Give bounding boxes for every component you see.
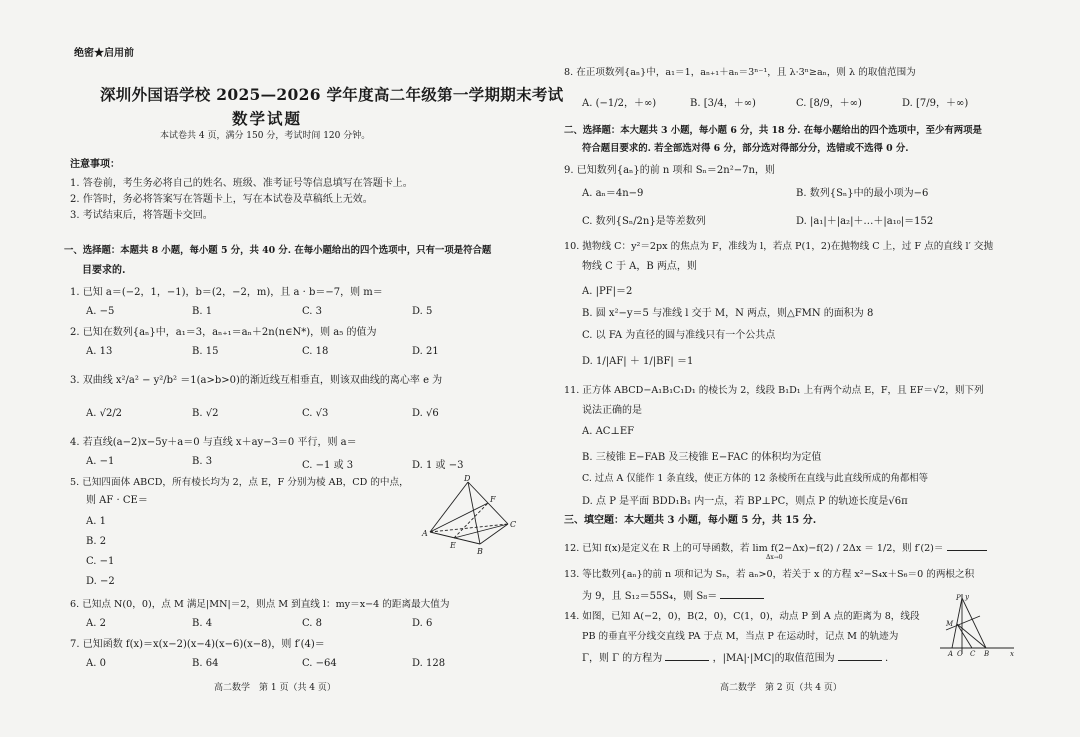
q2-option-b: B. 15 (192, 346, 219, 357)
q1-option-c: C. 3 (302, 306, 323, 317)
q3-option-a: A. √2/2 (86, 408, 123, 419)
question-8: 8. 在正项数列{aₙ}中，a₁＝1，aₙ₊₁＋aₙ＝3ⁿ⁻¹，且 λ·3ⁿ≥aₙ，则 λ 的取值范围为 (564, 67, 916, 78)
label-d: D (464, 474, 471, 483)
label-b: B (477, 547, 483, 556)
question-10: 10. 抛物线 C：y²＝2px 的焦点为 F，准线为 l，若点 P(1，2)在抛物线 C 上，过 F 点的直线 l′ 交抛 (564, 241, 994, 252)
question-7: 7. 已知函数 f(x)＝x(x−2)(x−4)(x−6)(x−8)，则 f′(4)＝ (70, 639, 325, 650)
question-12-text: 12. 已知 f(x)是定义在 R 上的可导函数，若 lim f(2−Δx)−f(2) / 2Δx ＝ 1/2，则 f′(2)＝ (564, 543, 944, 554)
question-13-text: 为 9，且 S₁₂＝55S₄，则 S₈＝ (582, 591, 718, 602)
q10-option-b: B. 圆 x²−y＝5 与准线 l 交于 M，N 两点，则△FMN 的面积为 8 (582, 308, 874, 319)
q8-option-b: B. [3/4，＋∞) (690, 98, 756, 109)
q10-option-d: D. 1/|AF| ＋ 1/|BF| ＝1 (582, 356, 694, 367)
q2-option-c: C. 18 (302, 346, 329, 357)
note-item: 3. 考试结束后，将答题卡交回。 (70, 210, 213, 221)
label-e: E (450, 541, 456, 550)
q8-option-c: C. [8/9，＋∞) (796, 98, 862, 109)
label-f: F (490, 495, 496, 504)
question-4: 4. 若直线(a−2)x−5y＋a＝0 与直线 x＋ay−3＝0 平行，则 a＝ (70, 437, 357, 448)
q1-option-a: A. −5 (86, 306, 115, 317)
note-item: 2. 作答时，务必将答案写在答题卡上，写在本试卷及草稿纸上无效。 (70, 194, 373, 205)
q5-option-d: D. −2 (86, 576, 115, 587)
q4-option-d: D. 1 或 −3 (412, 460, 464, 471)
label-c: C (970, 650, 976, 658)
q11-option-a: A. AC⊥EF (582, 426, 635, 437)
exam-subtitle: 数学试题 (232, 109, 303, 128)
question-3: 3. 双曲线 x²/a² − y²/b² ＝1(a>b>0)的渐近线互相垂直，则该双曲线的离心率 e 为 (70, 375, 443, 386)
label-a: A (948, 650, 954, 658)
label-y: y (965, 593, 969, 601)
question-14-text-b: ，|MA|·|MC|的取值范围为 (712, 653, 835, 664)
page-footer: 高二数学 第 2 页（共 4 页） (720, 683, 842, 693)
q7-option-d: D. 128 (412, 658, 446, 669)
q5-option-c: C. −1 (86, 556, 115, 567)
exam-meta: 本试卷共 4 页，满分 150 分，考试时间 120 分钟。 (160, 131, 371, 141)
question-14-end: . (885, 653, 889, 664)
q13-answer-blank[interactable] (720, 588, 764, 599)
confidential-label: 绝密★启用前 (74, 48, 134, 59)
label-a: A (422, 529, 428, 538)
label-p: P (956, 594, 961, 602)
q12-answer-blank[interactable] (947, 540, 987, 551)
label-x: x (1010, 650, 1014, 658)
label-o: O (957, 650, 963, 658)
question-1: 1. 已知 a＝(−2，1，−1)，b＝(2，−2，m)，且 a · b＝−7，则 m＝ (70, 287, 383, 298)
q8-option-a: A. (−1/2，＋∞) (582, 98, 657, 109)
question-10-cont: 物线 C 于 A，B 两点，则 (582, 261, 697, 272)
note-item: 1. 答卷前，考生务必将自己的姓名、班级、准考证号等信息填写在答题卡上。 (70, 178, 413, 189)
q7-option-b: B. 64 (192, 658, 219, 669)
q4-option-c: C. −1 或 3 (302, 460, 354, 471)
q6-option-b: B. 4 (192, 618, 213, 629)
q11-option-d: D. 点 P 是平面 BDD₁B₁ 内一点，若 BP⊥PC，则点 P 的轨迹长度是√6π (582, 496, 908, 507)
lim-subscript: Δx→0 (766, 554, 783, 561)
q14-answer-blank-2[interactable] (838, 650, 882, 661)
q10-option-a: A. |PF|＝2 (582, 286, 633, 297)
label-c: C (510, 520, 517, 529)
question-6: 6. 已知点 N(0，0)，点 M 满足|MN|＝2，则点 M 到直线 l：my＝x−4 的距离最大值为 (70, 599, 450, 610)
q4-option-b: B. 3 (192, 456, 213, 467)
right-page (540, 0, 1080, 737)
question-2: 2. 已知在数列{aₙ}中，a₁＝3，aₙ₊₁＝aₙ＋2n(n∈N*)，则 a₅ 的值为 (70, 327, 377, 338)
question-13: 13. 等比数列{aₙ}的前 n 项和记为 Sₙ，若 aₙ>0，若关于 x 的方程 x²−S₄x＋S₆＝0 的两根之积 (564, 569, 975, 580)
q3-option-c: C. √3 (302, 408, 329, 419)
q14-figure (938, 590, 1018, 662)
section-heading: 二、选择题：本大题共 3 小题，每小题 6 分，共 18 分. 在每小题给出的四个选项中，至少有两项是 (564, 125, 982, 136)
q9-option-c: C. 数列{Sₙ/2n}是等差数列 (582, 216, 706, 227)
question-5-cont: 则 AF · CE＝ (86, 495, 148, 506)
q3-option-b: B. √2 (192, 408, 219, 419)
exam-title: 深圳外国语学校 2025—2026 学年度高二年级第一学期期末考试 (100, 85, 564, 104)
q6-option-c: C. 8 (302, 618, 323, 629)
q1-option-b: B. 1 (192, 306, 213, 317)
page-footer: 高二数学 第 1 页（共 4 页） (214, 683, 336, 693)
question-9: 9. 已知数列{aₙ}的前 n 项和 Sₙ＝2n²−7n，则 (564, 165, 775, 176)
question-14-cont2 (582, 650, 888, 666)
section-heading: 一、选择题：本题共 8 小题，每小题 5 分，共 40 分. 在每小题给出的四个选项中，只有一项是符合题 (64, 245, 492, 256)
q10-option-c: C. 以 FA 为直径的圆与准线只有一个公共点 (582, 330, 776, 341)
q6-option-a: A. 2 (86, 618, 106, 629)
notes-title: 注意事项： (70, 159, 120, 170)
q2-option-d: D. 21 (412, 346, 439, 357)
q6-option-d: D. 6 (412, 618, 433, 629)
label-m: M (946, 620, 954, 628)
question-14-text-a: Γ，则 Γ 的方程为 (582, 653, 663, 664)
q14-answer-blank-1[interactable] (665, 650, 709, 661)
q2-option-a: A. 13 (86, 346, 113, 357)
q9-option-a: A. aₙ＝4n−9 (582, 188, 644, 199)
question-11-cont: 说法正确的是 (582, 405, 642, 416)
q9-option-b: B. 数列{Sₙ}中的最小项为−6 (796, 188, 929, 199)
q7-option-c: C. −64 (302, 658, 337, 669)
q7-option-a: A. 0 (86, 658, 106, 669)
q9-option-d: D. |a₁|＋|a₂|＋…＋|a₁₀|＝152 (796, 216, 934, 227)
question-5: 5. 已知四面体 ABCD，所有棱长均为 2，点 E，F 分别为棱 AB，CD 的中点， (70, 477, 409, 488)
section-heading-cont: 符合题目要求的. 若全部选对得 6 分，部分选对得部分分，选错或不选得 0 分. (582, 143, 909, 154)
q3-option-d: D. √6 (412, 408, 439, 419)
label-b: B (984, 650, 990, 658)
q5-option-b: B. 2 (86, 536, 107, 547)
q8-option-d: D. [7/9，＋∞) (902, 98, 969, 109)
q11-option-b: B. 三棱锥 E−FAB 及三棱锥 E−FAC 的体积均为定值 (582, 452, 822, 463)
q1-option-d: D. 5 (412, 306, 433, 317)
section-heading: 三、填空题：本大题共 3 小题，每小题 5 分，共 15 分. (564, 515, 817, 526)
q11-option-c: C. 过点 A 仅能作 1 条直线，使正方体的 12 条棱所在直线与此直线所成的角都相等 (582, 473, 928, 484)
question-14-cont: PB 的垂直平分线交直线 PA 于点 M，当点 P 在运动时，记点 M 的轨迹为 (582, 631, 899, 642)
q5-option-a: A. 1 (86, 516, 106, 527)
question-13-cont (582, 588, 764, 604)
question-14: 14. 如图，已知 A(−2，0)，B(2，0)，C(1，0)，动点 P 到 A 点的距离为 8，线段 (564, 611, 920, 622)
tetrahedron-figure (420, 474, 520, 558)
q4-option-a: A. −1 (86, 456, 115, 467)
section-heading-cont: 目要求的. (82, 265, 126, 276)
question-11: 11. 正方体 ABCD−A₁B₁C₁D₁ 的棱长为 2，线段 B₁D₁ 上有两个动点 E，F，且 EF＝√2，则下列 (564, 385, 984, 396)
